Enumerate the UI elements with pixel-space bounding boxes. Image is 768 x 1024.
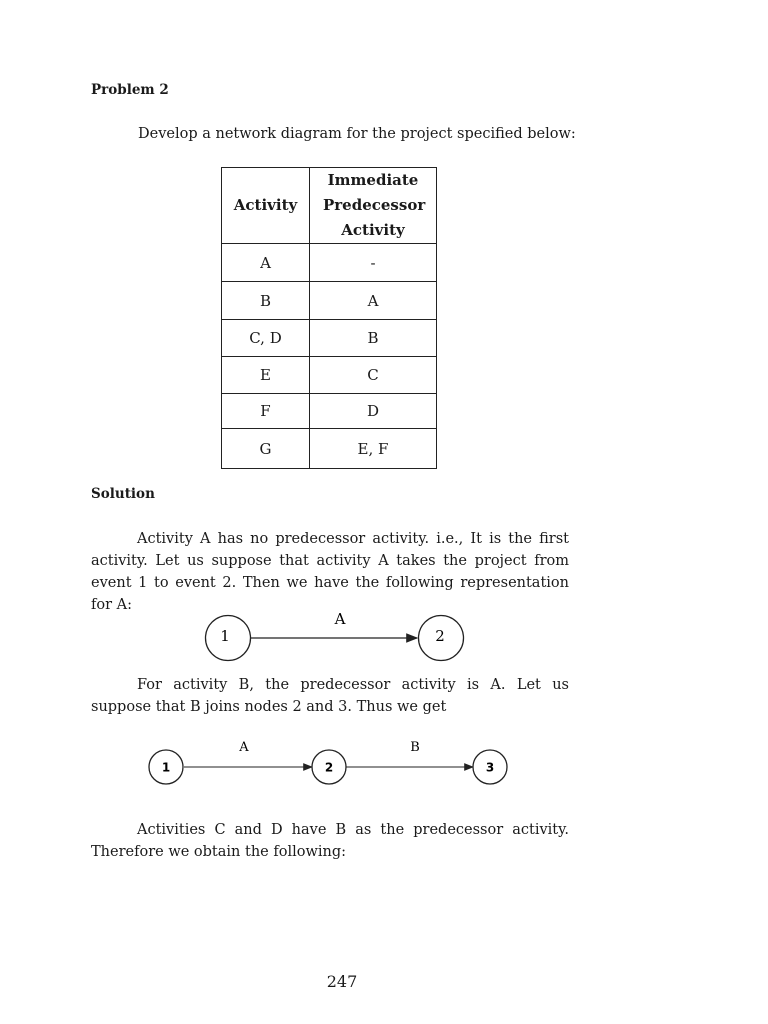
network-diagram-ab	[140, 734, 520, 790]
problem-heading: Problem 2	[91, 82, 169, 98]
table-cell-activity: B	[222, 282, 310, 320]
event-label-1: 1	[161, 760, 171, 775]
predecessor-table	[221, 167, 437, 469]
table-cell-activity: E	[222, 357, 310, 394]
intro-text: Develop a network diagram for the project specified below:	[138, 126, 576, 142]
event-label-1: 1	[220, 627, 230, 645]
table-cell-predecessor: A	[310, 282, 437, 320]
table-cell-activity: A	[222, 244, 310, 282]
table-cell-predecessor: B	[310, 320, 437, 357]
table-cell-activity: G	[222, 429, 310, 469]
table-row	[222, 394, 437, 429]
header-predecessor: Immediate Predecessor Activity	[310, 168, 437, 244]
activity-label-a: A	[239, 740, 249, 755]
table-cell-predecessor: E, F	[310, 429, 437, 469]
page-number: 247	[326, 972, 358, 991]
table-cell-activity: C, D	[222, 320, 310, 357]
table-row	[222, 320, 437, 357]
paragraph-1: Activity A has no predecessor activity. i.e., It is the first activity. Let us suppose that activity A takes the project from event 1 to event 2. Then we have the following representation for A:	[91, 531, 569, 613]
event-label-2: 2	[435, 627, 445, 645]
table-row	[222, 429, 437, 469]
table-cell-activity: F	[222, 394, 310, 429]
event-label-3: 3	[485, 760, 495, 775]
table-row	[222, 357, 437, 394]
table-row	[222, 282, 437, 320]
table-header-row	[222, 168, 437, 244]
table-cell-predecessor: -	[310, 244, 437, 282]
table-row	[222, 244, 437, 282]
activity-label-a: A	[334, 610, 346, 628]
paragraph-2: For activity B, the predecessor activity is A. Let us suppose that B joins nodes 2 and 3. Thus we get	[91, 677, 569, 715]
event-label-2: 2	[324, 760, 334, 775]
solution-heading: Solution	[91, 486, 155, 502]
network-diagram-a	[195, 604, 475, 668]
table-cell-predecessor: D	[310, 394, 437, 429]
table-cell-predecessor: C	[310, 357, 437, 394]
header-activity: Activity	[222, 168, 310, 244]
activity-label-b: B	[410, 740, 420, 755]
paragraph-3: Activities C and D have B as the predecessor activity. Therefore we obtain the following:	[91, 822, 569, 860]
